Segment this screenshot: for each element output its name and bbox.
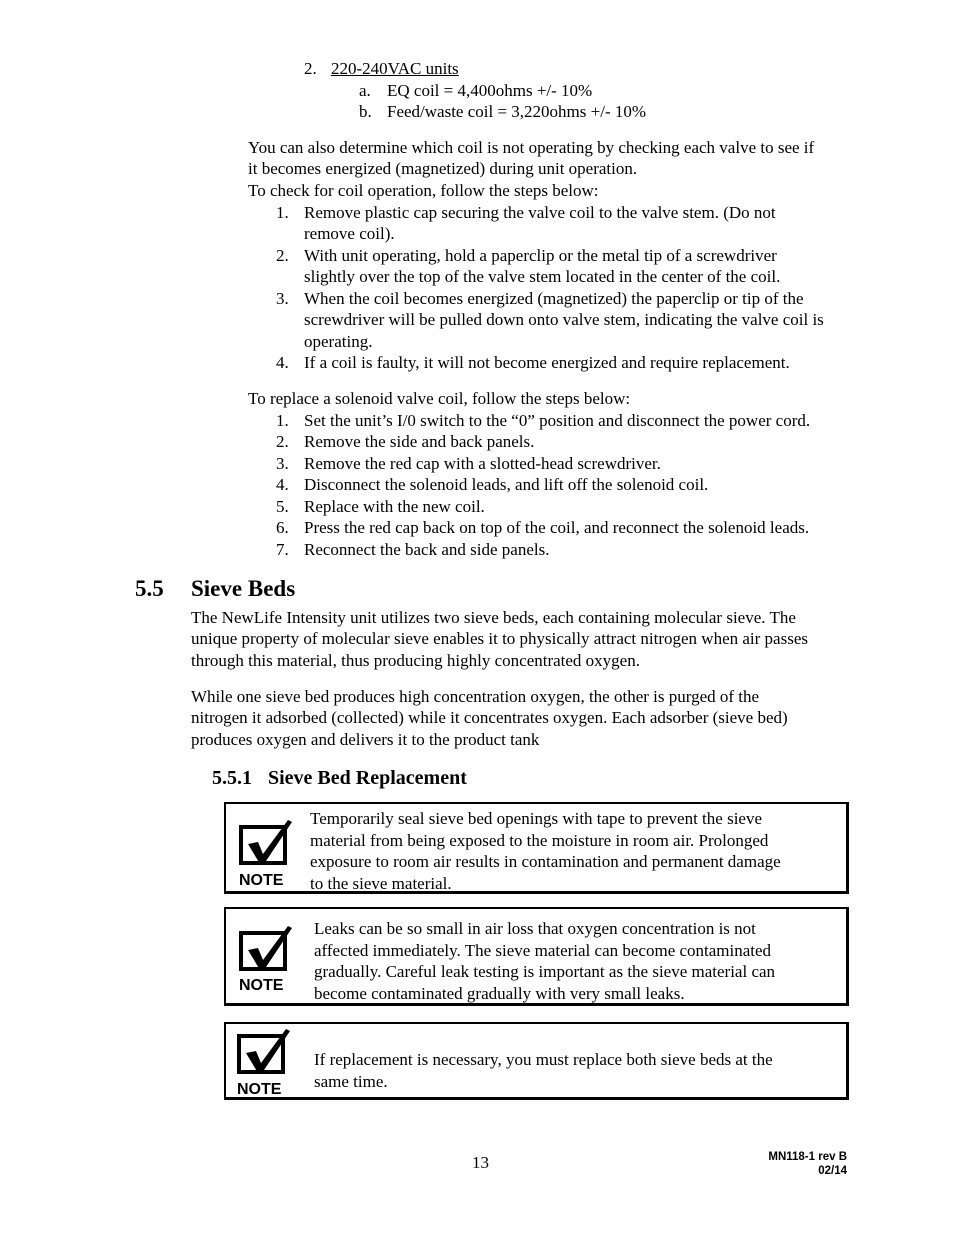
step-line: When the coil becomes energized (magnetized) the paperclip or tip of the [304, 289, 804, 308]
step-number: 3. [276, 289, 289, 308]
step-line: Remove plastic cap securing the valve coil to the valve stem. (Do not [304, 203, 776, 222]
note-label: NOTE [237, 1081, 282, 1098]
step-number: 4. [276, 353, 289, 372]
note-box [224, 802, 849, 894]
step-line: Remove the side and back panels. [304, 432, 535, 451]
doc-revision: MN118-1 rev B [768, 1151, 847, 1163]
step-line: screwdriver will be pulled down onto valve stem, indicating the valve coil is [304, 310, 824, 329]
note-box [224, 907, 849, 1006]
sublist-item: Feed/waste coil = 3,220ohms +/- 10% [387, 102, 647, 121]
note-text [314, 1049, 773, 1092]
note-line: become contaminated gradually with very small leaks. [314, 983, 685, 1003]
step-line: With unit operating, hold a paperclip or the metal tip of a screwdriver [304, 246, 777, 265]
step-number: 4. [276, 475, 289, 494]
note-line: affected immediately. The sieve material can become contaminated [314, 940, 772, 960]
note-text [310, 808, 781, 894]
document-code [768, 1150, 847, 1178]
note-line: Temporarily seal sieve bed openings with tape to prevent the sieve [310, 809, 763, 828]
step-number: 1. [276, 203, 289, 222]
note-line: gradually. Careful leak testing is important as the sieve material can [314, 962, 776, 981]
note-box [224, 1022, 849, 1100]
paragraph-line: it becomes energized (magnetized) during unit operation. [248, 159, 638, 178]
note-line: If replacement is necessary, you must replace both sieve beds at the [314, 1050, 773, 1069]
step-line: Remove the red cap with a slotted-head screwdriver. [304, 454, 661, 473]
step-number: 6. [276, 518, 289, 537]
step-number: 2. [276, 246, 289, 265]
subsection-number: 5.5.1 [212, 767, 252, 789]
sublist-letter: b. [359, 102, 372, 121]
sublist-item: EQ coil = 4,400ohms +/- 10% [387, 81, 593, 100]
paragraph-line: through this material, thus producing highly concentrated oxygen. [191, 651, 640, 670]
note-line: material from being exposed to the moisture in room air. Prolonged [310, 830, 769, 850]
step-number: 2. [276, 432, 289, 451]
step-line: If a coil is faulty, it will not become energized and require replacement. [304, 353, 790, 372]
paragraph-line: produces oxygen and delivers it to the product tank [191, 730, 540, 749]
step-line: Set the unit’s I/0 switch to the “0” position and disconnect the power cord. [304, 411, 811, 430]
note-line: exposure to room air results in contamination and permanent damage [310, 852, 781, 871]
paragraph-line: unique property of molecular sieve enables it to physically attract nitrogen when air passes [191, 629, 808, 648]
note-line: Leaks can be so small in air loss that oxygen concentration is not [314, 919, 756, 938]
step-number: 1. [276, 411, 289, 430]
checkbox-check-icon [238, 818, 298, 868]
step-line: Press the red cap back on top of the coil, and reconnect the solenoid leads. [304, 518, 810, 537]
step-number: 5. [276, 497, 289, 516]
checkbox-check-icon [238, 924, 298, 974]
step-number: 7. [276, 540, 289, 559]
step-line: slightly over the top of the valve stem located in the center of the coil. [304, 267, 781, 286]
note-line: same time. [314, 1071, 388, 1091]
paragraph-line: The NewLife Intensity unit utilizes two sieve beds, each containing molecular sieve. The [191, 608, 796, 627]
step-line: operating. [304, 332, 373, 351]
subsection-title: Sieve Bed Replacement [268, 767, 467, 789]
doc-date: 02/14 [818, 1165, 847, 1177]
section-number: 5.5 [135, 576, 164, 601]
checkbox-check-icon [236, 1027, 296, 1077]
paragraph-line: To check for coil operation, follow the steps below: [248, 181, 599, 200]
list-title: 220-240VAC units [331, 59, 459, 78]
note-line: to the sieve material. [310, 873, 452, 893]
step-line: Disconnect the solenoid leads, and lift off the solenoid coil. [304, 475, 709, 494]
step-line: Reconnect the back and side panels. [304, 540, 550, 559]
list-number: 2. [304, 59, 317, 78]
page-number: 13 [472, 1153, 489, 1172]
step-line: remove coil). [304, 224, 395, 243]
sublist-letter: a. [359, 81, 371, 100]
note-label: NOTE [239, 872, 284, 889]
section-title: Sieve Beds [191, 576, 296, 601]
paragraph-line: You can also determine which coil is not operating by checking each valve to see if [248, 138, 815, 157]
paragraph-line: nitrogen it adsorbed (collected) while it concentrates oxygen. Each adsorber (sieve bed) [191, 708, 788, 727]
note-label: NOTE [239, 977, 284, 994]
note-text [314, 918, 775, 1004]
step-number: 3. [276, 454, 289, 473]
paragraph-line: While one sieve bed produces high concentration oxygen, the other is purged of the [191, 687, 760, 706]
paragraph-line: To replace a solenoid valve coil, follow the steps below: [248, 389, 631, 408]
step-line: Replace with the new coil. [304, 497, 485, 516]
